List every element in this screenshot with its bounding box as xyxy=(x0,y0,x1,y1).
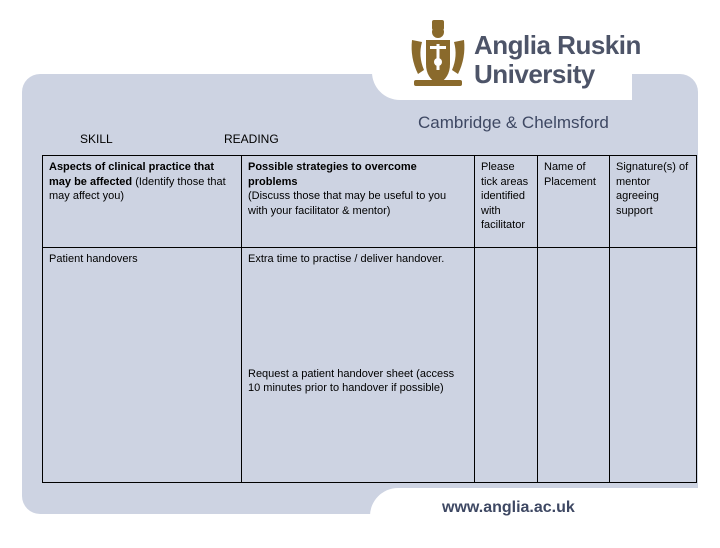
university-name-line2: University xyxy=(474,59,595,89)
footer-url[interactable]: www.anglia.ac.uk xyxy=(442,499,575,516)
university-name-line1: Anglia Ruskin xyxy=(474,30,641,60)
header-placement: Name of Placement xyxy=(538,156,610,248)
header-aspects-title: Aspects of clinical practice that may be affected xyxy=(49,161,215,188)
strategy-text-2: Request a patient handover sheet (access 10 minutes prior to handover if possible) xyxy=(248,367,455,394)
campus-label: Cambridge & Chelmsford xyxy=(418,113,609,132)
footer-area xyxy=(370,488,720,548)
tick-cell[interactable] xyxy=(475,248,538,483)
aspect-cell: Patient handovers xyxy=(43,248,242,483)
table-row xyxy=(43,248,697,483)
support-plan-table xyxy=(42,155,697,483)
header-tick: Please tick areas identified with facilitator xyxy=(475,156,538,248)
strategy-text-1: Extra time to practise / deliver handover. xyxy=(248,253,445,265)
signature-cell[interactable] xyxy=(610,248,697,483)
header-strategies-note: (Discuss those that may be useful to you with your facilitator & mentor) xyxy=(248,190,447,217)
strategy-cell xyxy=(242,248,475,483)
skill-heading: SKILL xyxy=(80,132,113,146)
header-strategies xyxy=(242,156,475,248)
header-aspects-note: (Identify those that may affect you) xyxy=(49,175,226,202)
header-aspects xyxy=(43,156,242,248)
placement-cell[interactable] xyxy=(538,248,610,483)
header-strategies-title: Possible strategies to overcome problems xyxy=(248,161,417,188)
header-signature: Signature(s) of mentor agreeing support xyxy=(610,156,697,248)
university-name xyxy=(474,31,641,89)
table-header-row xyxy=(43,156,697,248)
university-crest-icon xyxy=(408,18,468,90)
area-heading: READING xyxy=(224,132,279,146)
